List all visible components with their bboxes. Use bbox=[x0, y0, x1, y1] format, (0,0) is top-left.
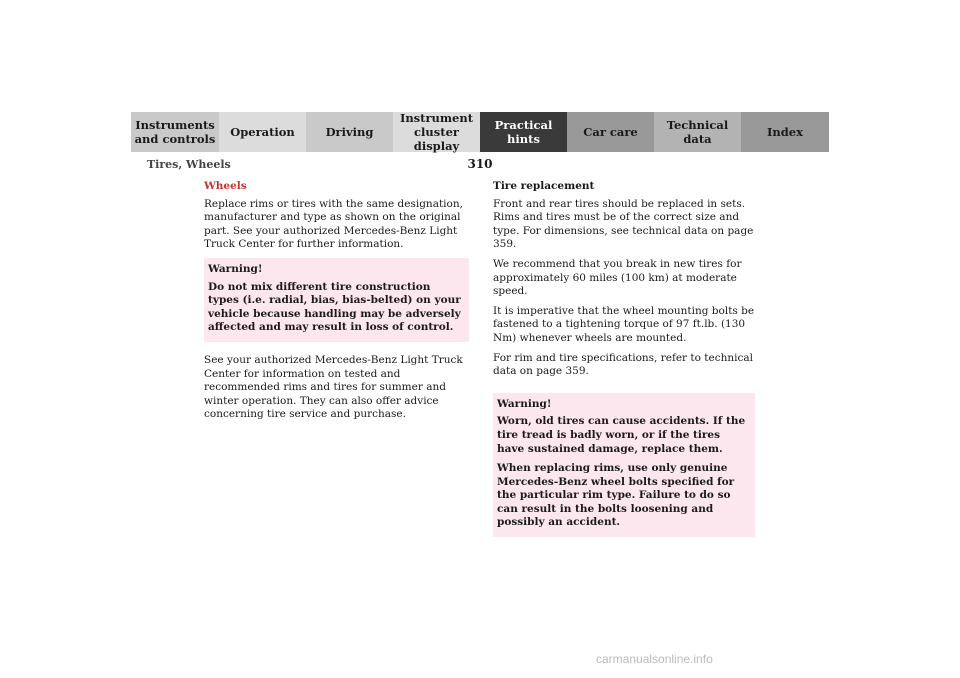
nav-tab-technical-data[interactable]: Technical data bbox=[654, 112, 741, 152]
warning-text: Worn, old tires can cause accidents. If the tire tread is badly worn, or if the tires have sustained damage, replace them. bbox=[497, 415, 746, 455]
nav-tab-car-care[interactable]: Car care bbox=[567, 112, 654, 152]
warning-box bbox=[493, 393, 755, 537]
nav-tab-instruments-and-controls[interactable]: Instruments and controls bbox=[131, 112, 219, 152]
left-column bbox=[204, 180, 469, 428]
nav-tab-operation[interactable]: Operation bbox=[219, 112, 306, 152]
warning-box bbox=[204, 258, 469, 342]
tire-paragraph-2: We recommend that you break in new tires for approximately 60 miles (100 km) at moderate speed. bbox=[493, 257, 742, 298]
section-title: Tires, Wheels bbox=[147, 158, 231, 171]
section-nav bbox=[131, 112, 829, 152]
tire-paragraph-4: For rim and tire specifications, refer to technical data on page 359. bbox=[493, 351, 753, 378]
warning-title: Warning! bbox=[497, 397, 552, 410]
warning-text: Do not mix different tire construction types (i.e. radial, bias, bias-belted) on your vehicle because handling may be adversely affected and may result in loss of control. bbox=[208, 280, 461, 334]
nav-tab-instrument-cluster-display[interactable]: Instrument cluster display bbox=[393, 112, 480, 152]
warning-text: When replacing rims, use only genuine Mercedes-Benz wheel bolts specified for the particular rim type. Failure to do so can result in the bolts loosening and possibly an accident. bbox=[497, 462, 735, 529]
tire-replacement-heading: Tire replacement bbox=[493, 180, 595, 192]
wheels-heading: Wheels bbox=[204, 180, 247, 192]
page-number: 310 bbox=[467, 157, 493, 171]
tire-paragraph-3: It is imperative that the wheel mounting bolts be fastened to a tightening torque of 97 ft.lb. (130 Nm) whenever wheels are mounted. bbox=[493, 304, 755, 344]
warning-title: Warning! bbox=[208, 262, 263, 275]
nav-tab-index[interactable]: Index bbox=[741, 112, 829, 152]
nav-tab-driving[interactable]: Driving bbox=[306, 112, 393, 152]
watermark: carmanualsonline.info bbox=[596, 652, 713, 666]
tire-paragraph-1: Front and rear tires should be replaced in sets. Rims and tires must be of the correct size and type. For dimensions, see technical data on page 359. bbox=[493, 197, 754, 251]
wheels-paragraph-2: See your authorized Mercedes-Benz Light Truck Center for information on tested and recommended rims and tires for summer and winter operation. They can also offer advice concerning tire service and purchase. bbox=[204, 353, 463, 421]
right-column bbox=[493, 180, 755, 549]
nav-tab-practical-hints[interactable]: Practical hints bbox=[480, 112, 567, 152]
wheels-paragraph-1: Replace rims or tires with the same designation, manufacturer and type as shown on the original part. See your authorized Mercedes-Benz Light Truck Center for further information. bbox=[204, 197, 463, 251]
